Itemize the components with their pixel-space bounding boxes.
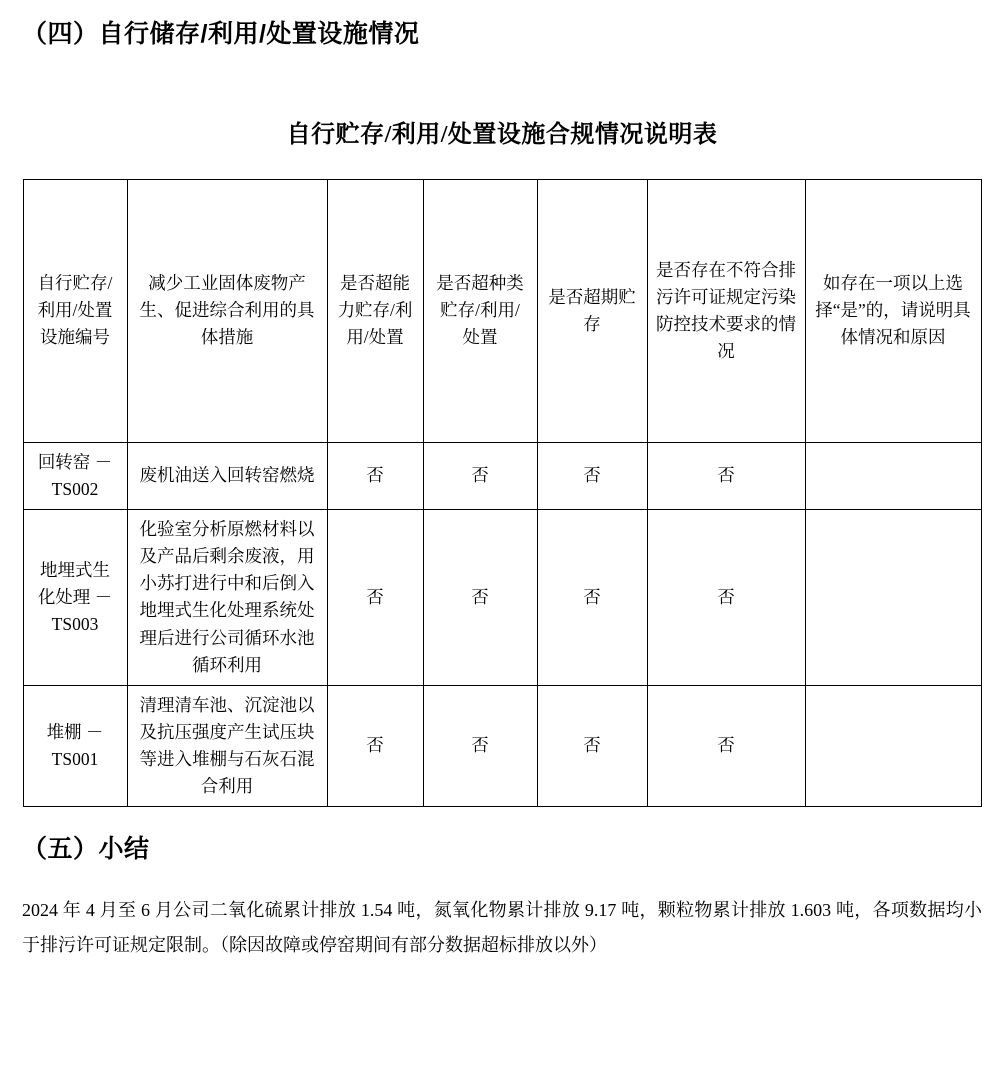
cell-noncompliance: 否 xyxy=(647,685,805,807)
column-header-over-time: 是否超期贮存 xyxy=(537,179,647,442)
cell-over-capacity: 否 xyxy=(327,510,423,686)
facility-compliance-table xyxy=(23,179,982,808)
cell-note xyxy=(805,442,981,509)
cell-over-capacity: 否 xyxy=(327,685,423,807)
cell-measures: 废机油送入回转窑燃烧 xyxy=(127,442,327,509)
cell-noncompliance: 否 xyxy=(647,510,805,686)
table-row xyxy=(23,685,981,807)
table-row xyxy=(23,442,981,509)
cell-over-type: 否 xyxy=(423,685,537,807)
column-header-over-type: 是否超种类贮存/利用/处置 xyxy=(423,179,537,442)
cell-over-time: 否 xyxy=(537,685,647,807)
cell-facility-id: 回转窑 －TS002 xyxy=(23,442,127,509)
table-header xyxy=(23,179,981,442)
column-header-measures: 减少工业固体废物产生、促进综合利用的具体措施 xyxy=(127,179,327,442)
summary-paragraph: 2024 年 4 月至 6 月公司二氧化硫累计排放 1.54 吨，氮氧化物累计排放 9.17 吨，颗粒物累计排放 1.603 吨，各项数据均小于排污许可证规定限制。（除因故障或停窑期间有部分数据超标排放以外） xyxy=(22,900,982,956)
cell-measures: 化验室分析原燃材料以及产品后剩余废液，用小苏打进行中和后倒入地埋式生化处理系统处理后进行公司循环水池循环利用 xyxy=(127,510,327,686)
table-header-row xyxy=(23,179,981,442)
cell-noncompliance: 否 xyxy=(647,442,805,509)
column-header-note: 如存在一项以上选择“是”的，请说明具体情况和原因 xyxy=(805,179,981,442)
cell-facility-id: 堆棚 －TS001 xyxy=(23,685,127,807)
cell-note xyxy=(805,510,981,686)
cell-over-time: 否 xyxy=(537,442,647,509)
cell-measures: 清理清车池、沉淀池以及抗压强度产生试压块等进入堆棚与石灰石混合利用 xyxy=(127,685,327,807)
cell-over-type: 否 xyxy=(423,510,537,686)
column-header-facility-id: 自行贮存/利用/处置设施编号 xyxy=(23,179,127,442)
table-title: 自行贮存/利用/处置设施合规情况说明表 xyxy=(286,121,718,148)
cell-over-capacity: 否 xyxy=(327,442,423,509)
table-body xyxy=(23,442,981,807)
table-row xyxy=(23,510,981,686)
column-header-noncompliance: 是否存在不符合排污许可证规定污染防控技术要求的情况 xyxy=(647,179,805,442)
cell-note xyxy=(805,685,981,807)
summary-heading: （五）小结 xyxy=(22,835,150,864)
cell-facility-id: 地埋式生化处理 －TS003 xyxy=(23,510,127,686)
section-heading: （四）自行储存/利用/处置设施情况 xyxy=(22,20,420,48)
column-header-over-capacity: 是否超能力贮存/利用/处置 xyxy=(327,179,423,442)
cell-over-type: 否 xyxy=(423,442,537,509)
cell-over-time: 否 xyxy=(537,510,647,686)
